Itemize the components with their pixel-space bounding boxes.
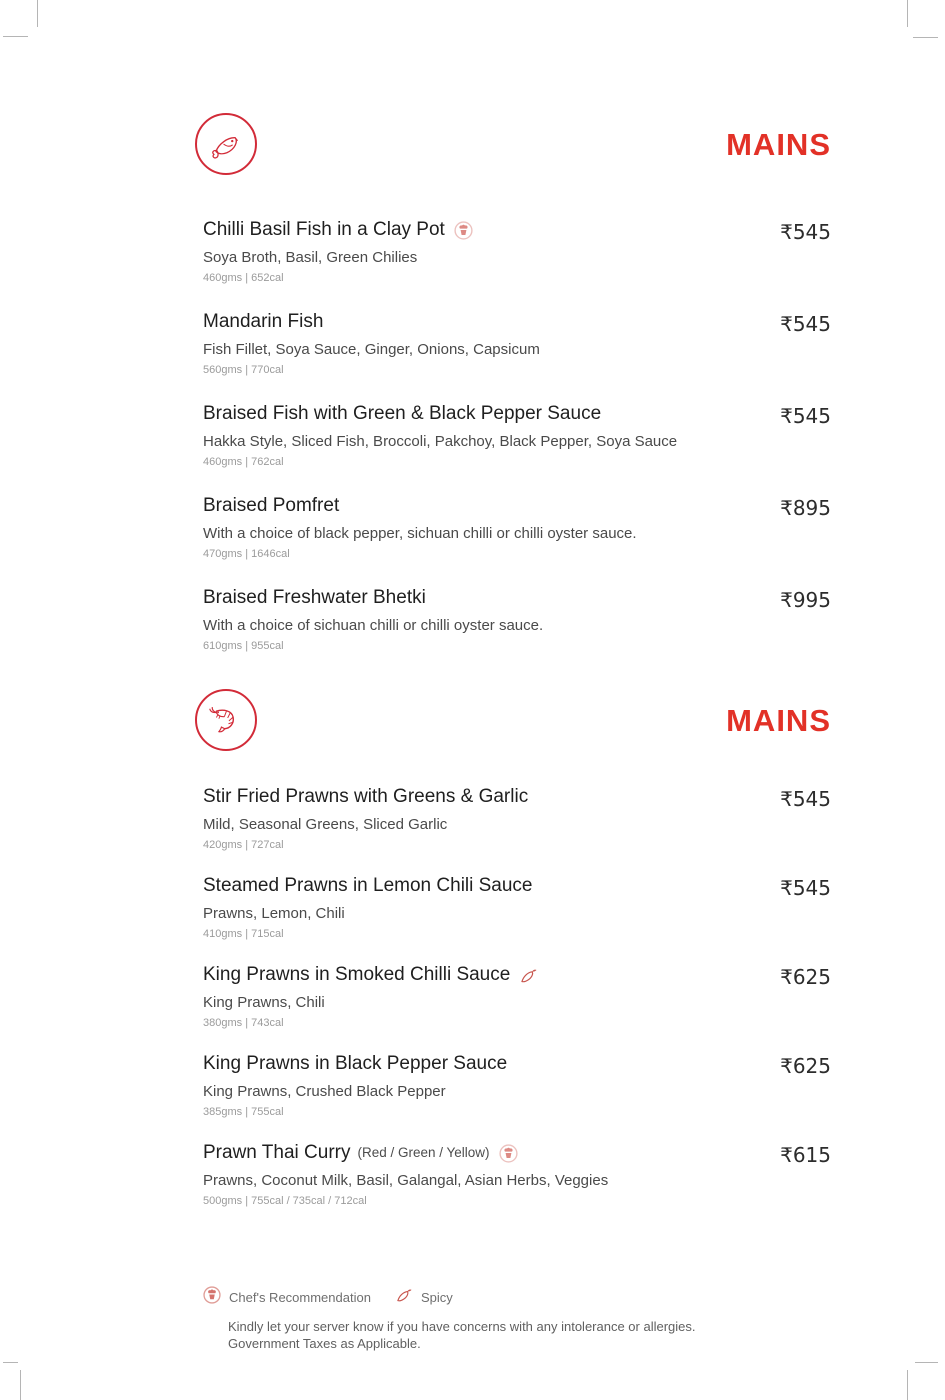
item-price: ₹545: [780, 312, 831, 336]
item-weight-calories: 385gms | 755cal: [203, 1106, 284, 1118]
item-description: With a choice of black pepper, sichuan chilli or chilli oyster sauce.: [203, 525, 637, 542]
menu-item-mandarin-fish: [203, 310, 831, 376]
item-weight-calories: 460gms | 652cal: [203, 272, 284, 284]
item-price: ₹625: [780, 965, 831, 989]
item-name: Braised Fish with Green & Black Pepper Sauce: [203, 403, 602, 424]
crop-mark-bottom-right-horizontal: [915, 1362, 938, 1363]
spicy-icon: [395, 1287, 413, 1308]
item-description: Hakka Style, Sliced Fish, Broccoli, Pakchoy, Black Pepper, Soya Sauce: [203, 433, 678, 450]
chefs-recommendation-icon: [454, 221, 473, 240]
item-price: ₹895: [780, 496, 831, 520]
menu-item-steamed-prawns: [203, 874, 831, 940]
section-title: MAINS: [726, 127, 831, 162]
section-prawn-mains: [203, 689, 831, 1230]
menu-item-king-prawns-black-pepper: [203, 1052, 831, 1118]
chefs-recommendation-icon: [499, 1144, 518, 1163]
item-weight-calories: 410gms | 715cal: [203, 928, 284, 940]
menu-item-braised-fish-pepper: [203, 402, 831, 468]
menu-item-braised-pomfret: [203, 494, 831, 560]
item-name: Chilli Basil Fish in a Clay Pot: [203, 219, 445, 240]
crop-mark-bottom-left-horizontal: [3, 1362, 18, 1363]
crop-mark-bottom-left-vertical: [20, 1370, 21, 1400]
fish-icon: [195, 113, 257, 175]
spicy-icon: [519, 967, 538, 984]
legend-chefs-recommendation: [203, 1286, 371, 1309]
item-weight-calories: 500gms | 755cal / 735cal / 712cal: [203, 1195, 367, 1207]
item-name: King Prawns in Black Pepper Sauce: [203, 1053, 508, 1074]
menu-item-stir-fried-prawns: [203, 785, 831, 851]
item-name: Steamed Prawns in Lemon Chili Sauce: [203, 875, 533, 896]
item-name: Mandarin Fish: [203, 311, 324, 332]
section-title: MAINS: [726, 703, 831, 738]
item-weight-calories: 610gms | 955cal: [203, 640, 284, 652]
item-price: ₹545: [780, 787, 831, 811]
item-description: Prawns, Lemon, Chili: [203, 905, 345, 922]
chefs-recommendation-icon: [203, 1286, 221, 1309]
item-weight-calories: 420gms | 727cal: [203, 839, 284, 851]
crop-mark-top-left-vertical: [37, 0, 38, 27]
item-name: Braised Freshwater Bhetki: [203, 587, 426, 608]
menu-item-braised-bhetki: [203, 586, 831, 652]
item-name: Prawn Thai Curry: [203, 1142, 351, 1163]
menu-items-list: [203, 218, 831, 652]
legend: [203, 1286, 831, 1309]
crop-mark-top-right-vertical: [907, 0, 908, 27]
item-name: Braised Pomfret: [203, 495, 340, 516]
item-weight-calories: 560gms | 770cal: [203, 364, 284, 376]
item-description: Prawns, Coconut Milk, Basil, Galangal, Asian Herbs, Veggies: [203, 1172, 609, 1189]
menu-item-chilli-basil-fish: [203, 218, 831, 284]
footer-notes: [228, 1318, 831, 1352]
section-header: [203, 113, 831, 218]
item-price: ₹545: [780, 876, 831, 900]
item-weight-calories: 460gms | 762cal: [203, 456, 284, 468]
legend-label: Chef's Recommendation: [229, 1290, 371, 1305]
menu-items-list: [203, 785, 831, 1207]
item-description: King Prawns, Crushed Black Pepper: [203, 1083, 446, 1100]
item-description: Soya Broth, Basil, Green Chilies: [203, 249, 418, 266]
section-fish-mains: [203, 113, 831, 678]
item-weight-calories: 470gms | 1646cal: [203, 548, 290, 560]
item-price: ₹625: [780, 1054, 831, 1078]
legend-spicy: [395, 1287, 453, 1308]
item-price: ₹615: [780, 1143, 831, 1167]
prawn-icon: [195, 689, 257, 751]
crop-mark-bottom-right-vertical: [907, 1370, 908, 1400]
item-description: Fish Fillet, Soya Sauce, Ginger, Onions, Capsicum: [203, 341, 540, 358]
item-description: With a choice of sichuan chilli or chilli oyster sauce.: [203, 617, 544, 634]
item-name-note: (Red / Green / Yellow): [357, 1145, 490, 1160]
item-price: ₹545: [780, 404, 831, 428]
crop-mark-top-left-horizontal: [3, 36, 28, 37]
footer: [203, 1286, 831, 1352]
section-header: [203, 689, 831, 785]
menu-item-king-prawns-smoked-chilli: [203, 963, 831, 1029]
item-name: King Prawns in Smoked Chilli Sauce: [203, 964, 511, 985]
legend-label: Spicy: [420, 1290, 453, 1305]
menu-item-prawn-thai-curry: [203, 1141, 831, 1207]
item-price: ₹995: [780, 588, 831, 612]
item-description: King Prawns, Chili: [203, 994, 325, 1011]
item-price: ₹545: [780, 220, 831, 244]
item-weight-calories: 380gms | 743cal: [203, 1017, 284, 1029]
item-description: Mild, Seasonal Greens, Sliced Garlic: [203, 816, 448, 833]
allergy-note: Kindly let your server know if you have concerns with any intolerance or allergies.: [228, 1319, 696, 1334]
crop-mark-top-right-horizontal: [913, 37, 938, 38]
item-name: Stir Fried Prawns with Greens & Garlic: [203, 786, 529, 807]
tax-note: Government Taxes as Applicable.: [228, 1336, 421, 1351]
